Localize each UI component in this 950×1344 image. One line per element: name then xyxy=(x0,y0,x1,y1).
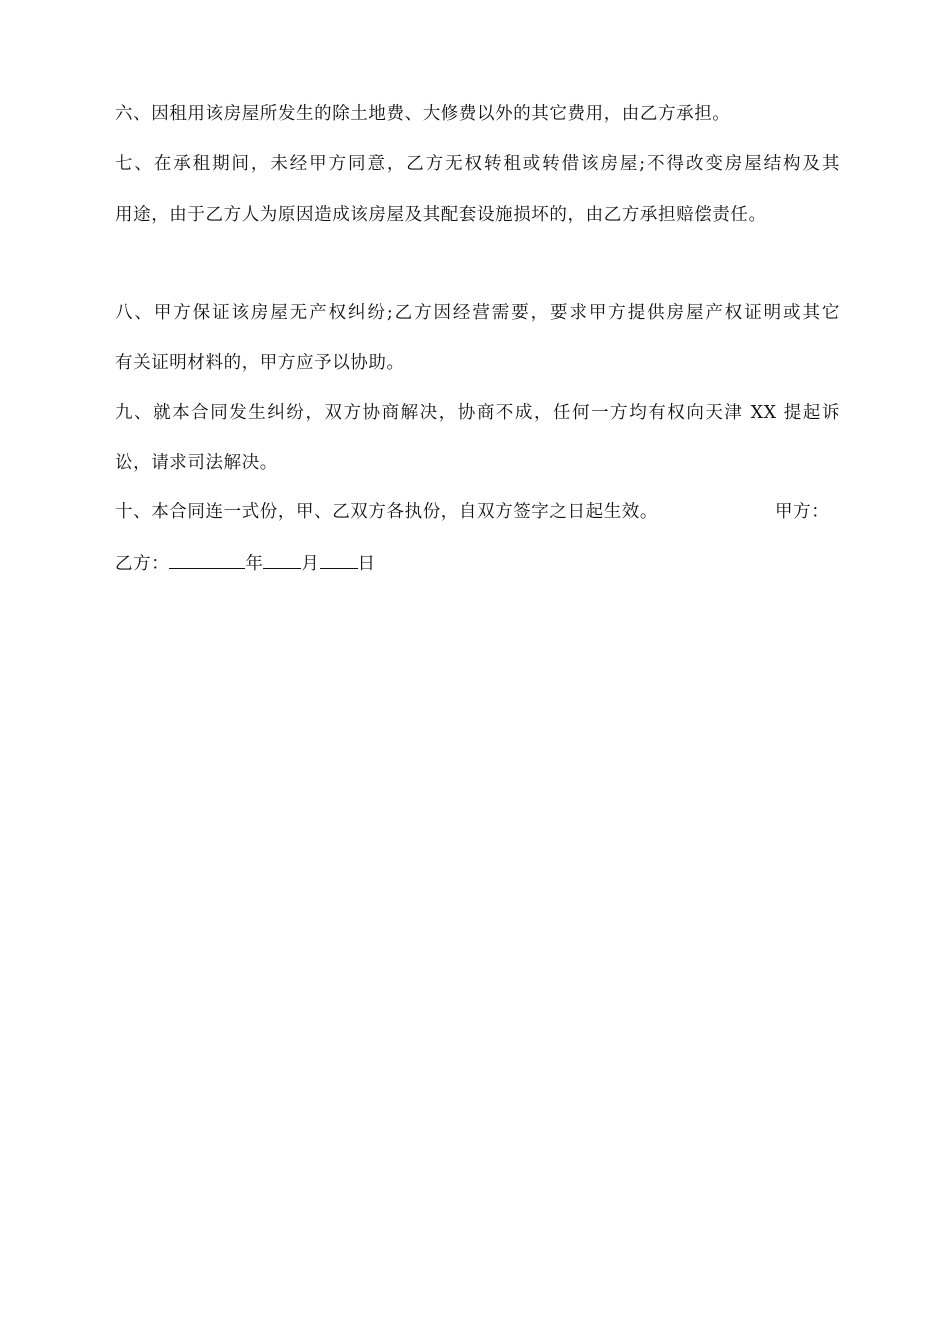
clause-seven-line-2: 用途，由于乙方人为原因造成该房屋及其配套设施损坏的，由乙方承担赔偿责任。 xyxy=(115,205,767,225)
clause-eight-line-1: 八、甲方保证该房屋无产权纠纷;乙方因经营需要，要求甲方提供房屋产权证明或其它 xyxy=(115,303,840,323)
signature-row xyxy=(115,550,376,576)
year-label: 年 xyxy=(245,554,264,574)
clause-nine-line-2: 讼，请求司法解决。 xyxy=(115,453,278,473)
party-a-label: 甲方： xyxy=(775,502,830,522)
clause-eight-line-2: 有关证明材料的，甲方应予以协助。 xyxy=(115,353,405,373)
clause-ten: 十、本合同连一式份，甲、乙双方各执份，自双方签字之日起生效。 xyxy=(115,502,658,522)
year-blank xyxy=(169,550,245,569)
day-blank xyxy=(320,550,358,569)
day-label: 日 xyxy=(357,554,376,574)
clause-nine-line-1: 九、就本合同发生纠纷，双方协商解决，协商不成，任何一方均有权向天津 XX 提起诉 xyxy=(115,403,840,423)
party-b-label: 乙方： xyxy=(115,554,170,574)
month-blank xyxy=(263,550,301,569)
clause-six: 六、因租用该房屋所发生的除土地费、大修费以外的其它费用，由乙方承担。 xyxy=(115,104,731,124)
month-label: 月 xyxy=(301,554,320,574)
clause-seven-line-1: 七、在承租期间，未经甲方同意，乙方无权转租或转借该房屋;不得改变房屋结构及其 xyxy=(115,154,840,174)
